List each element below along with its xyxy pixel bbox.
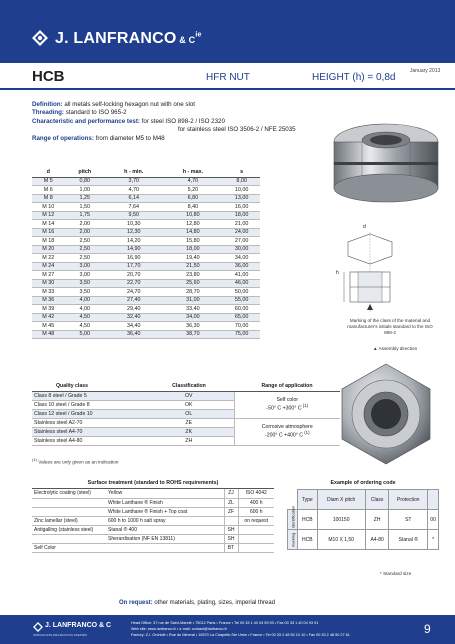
surface-row: Zinc lamellar (steel) 600 h to 1000 h salt spray on request [32, 516, 274, 525]
dimension-header-row [32, 168, 260, 177]
footer-address: Head Office: 37 rue de Saint-Mandé • 75012 Paris • France • Tel 00 33 1 40 04 93 93 • Fax 00 33 1 40 04 93 91 Web site: www.lanfranco.fr • e-mail: contact@lanfranco.fr Factory: Z.I. Orchidé • Rue du Mineral • 16570 La Chapelle-Ste Ursin • France • Tel 00 33 2 48 50 10 10 • Fax 00 33 2 48 50 27 81 [131, 621, 350, 637]
col-pitch: pitch [65, 168, 105, 177]
quality-table [32, 381, 340, 446]
definition-row: Definition: all metals self-locking hexagon nut with one slot [32, 101, 196, 108]
surface-title: Surface treatment (standard to ROHS requirements) [32, 480, 274, 489]
dimension-row: M 14 2,00 10,30 12,80 21,00 [32, 220, 260, 229]
dimension-row: M 45 4,50 34,40 36,30 70,00 [32, 322, 260, 331]
footer-band [0, 615, 455, 644]
ordering-note: * Standard size [380, 571, 412, 576]
range-corrosive: Corrosive atmosphere -200° C +400° C $^{(1)}$ [234, 418, 340, 445]
page-number: 9 [424, 622, 431, 636]
surface-table [32, 489, 274, 553]
quality-row: Stainless steel A2-70 ZE Corrosive atmosphere -200° C +400° C $^{(1)}$ [32, 418, 340, 427]
col-quality-class: Quality class [32, 381, 144, 391]
surface-row: Antigalling (stainless steel) Stanal ® 400 SH [32, 525, 274, 534]
quality-row: Class 12 steel / Grade 10 OL [32, 409, 340, 418]
drawing-label-h: h [336, 270, 339, 276]
ordering-example [287, 480, 439, 550]
col-h-max: h - max. [163, 168, 224, 177]
drawing-caption: Marking of the class of the material and manufacturer's initials standard to the ISO 898-2 [347, 318, 433, 335]
dimension-row: M 33 3,50 24,70 28,70 50,00 [32, 288, 260, 297]
assembly-arrow-icon: ▲ [373, 346, 378, 351]
dimension-row: M 18 2,50 14,20 15,80 27,00 [32, 237, 260, 246]
nut-photo-side-icon [330, 118, 442, 210]
quality-header-row [32, 381, 340, 391]
definitions [32, 101, 332, 143]
document-date: January 2013 [410, 68, 441, 74]
dimension-row: M 36 4,00 27,40 31,00 55,00 [32, 296, 260, 305]
dimension-row: M 27 3,00 20,70 23,80 41,00 [32, 271, 260, 280]
footer-logo-icon [33, 622, 43, 632]
col-classification: Classification [144, 381, 234, 391]
dimension-row: M 30 3,50 22,70 25,60 46,00 [32, 279, 260, 288]
threading-row: Threading: standard to ISO 965-2 [32, 109, 127, 117]
nut-photo-top-icon [332, 360, 440, 468]
dimension-row: M 42 4,50 32,40 34,00 65,00 [32, 313, 260, 322]
quality-row: Stainless steel A4-70 ZK [32, 427, 340, 436]
on-request: On request: other materials, plating, sizes, imperial thread [119, 600, 276, 606]
footer-brand: J. LANFRANCO & C [45, 622, 112, 629]
ordering-title: Example of ordering code [330, 480, 396, 486]
product-subtitle: HFR NUT [206, 72, 250, 83]
header-band [0, 0, 455, 63]
dimension-row: M 6 1,00 4,70 5,20 10,00 [32, 186, 260, 195]
ordering-table [287, 489, 439, 550]
surface-treatment [32, 480, 274, 553]
range-row: Range of operations: from diameter M5 to M48 [32, 134, 165, 142]
dimension-row: M 24 3,00 17,70 21,50 36,00 [32, 262, 260, 271]
ordering-marking-row: marking HCB M10 X 1,50 A4-80 Stanal ® * [288, 530, 439, 550]
dimension-row: M 12 1,75 9,50 10,80 18,00 [32, 211, 260, 220]
quality-row: Stainless steel A4-80 ZH [32, 436, 340, 445]
performance-row: Characteristic and performance test: for steel ISO 898-2 / ISO 2320 [32, 117, 225, 125]
company-logo-icon [32, 30, 48, 46]
col-d: d [32, 168, 65, 177]
quality-note: $^{(1)}$ Values are only given as an indication [32, 457, 119, 466]
title-divider [0, 88, 455, 90]
dimension-row: M 22 2,50 16,90 19,40 34,00 [32, 254, 260, 263]
range-self-color: Self color -50° C +300° C $^{(1)}$ [234, 391, 340, 418]
brand-name: J. LANFRANCO & $C^{ie}$ [55, 30, 202, 47]
quality-row: Class 8 steel / Grade 5 OV Self color -50° C +300° C $^{(1)}$ [32, 391, 340, 400]
title-bar [0, 66, 455, 90]
col-s: s [223, 168, 260, 177]
dimension-row: M 48 5,00 36,40 38,70 75,00 [32, 330, 260, 339]
dimension-table [32, 168, 260, 339]
ordering-identification-row: identification HCB 100150 ZH ST 00 [288, 510, 439, 530]
dimension-row: M 8 1,25 6,14 6,80 13,00 [32, 194, 260, 203]
surface-row: White Lanthane ® Finish + Top coat ZF 600 h [32, 507, 274, 516]
performance-row-2: for stainless steel ISO 3506-2 / NFE 25035 [178, 126, 296, 134]
product-code: HCB [32, 68, 65, 85]
surface-row: Self Color BT [32, 543, 274, 552]
assembly-direction: ▲ Assembly direction [373, 346, 418, 351]
footer-tagline: SPÉCIALISTE DES ÉCROUS FREINÉS [33, 633, 87, 637]
surface-row: Sherardisation (NF EN 13811) SH [32, 534, 274, 543]
dimension-row: M 5 0,80 3,70 4,70 8,00 [32, 177, 260, 186]
dimension-row: M 20 2,50 14,90 18,00 30,00 [32, 245, 260, 254]
dimension-row: M 16 2,00 12,30 14,80 24,00 [32, 228, 260, 237]
dimension-row: M 39 4,00 29,40 33,40 60,00 [32, 305, 260, 314]
ordering-header-row: Type Diam X pitch Class Protection [288, 490, 439, 510]
dimension-row: M 10 1,50 7,64 8,40 16,00 [32, 203, 260, 212]
nut-technical-drawing-icon [340, 232, 400, 312]
product-height: HEIGHT (h) = 0,8d [312, 72, 396, 83]
surface-row: Electrolytic coating (steel) Yellow ZJ ISO 4042 [32, 489, 274, 498]
drawing-label-d: d [363, 224, 366, 230]
quality-row: Class 10 steel / Grade 8 OK [32, 400, 340, 409]
col-h-min: h - min. [105, 168, 163, 177]
col-range: Range of application [234, 381, 340, 391]
surface-row: White Lanthane ® Finish ZL 400 h [32, 498, 274, 507]
